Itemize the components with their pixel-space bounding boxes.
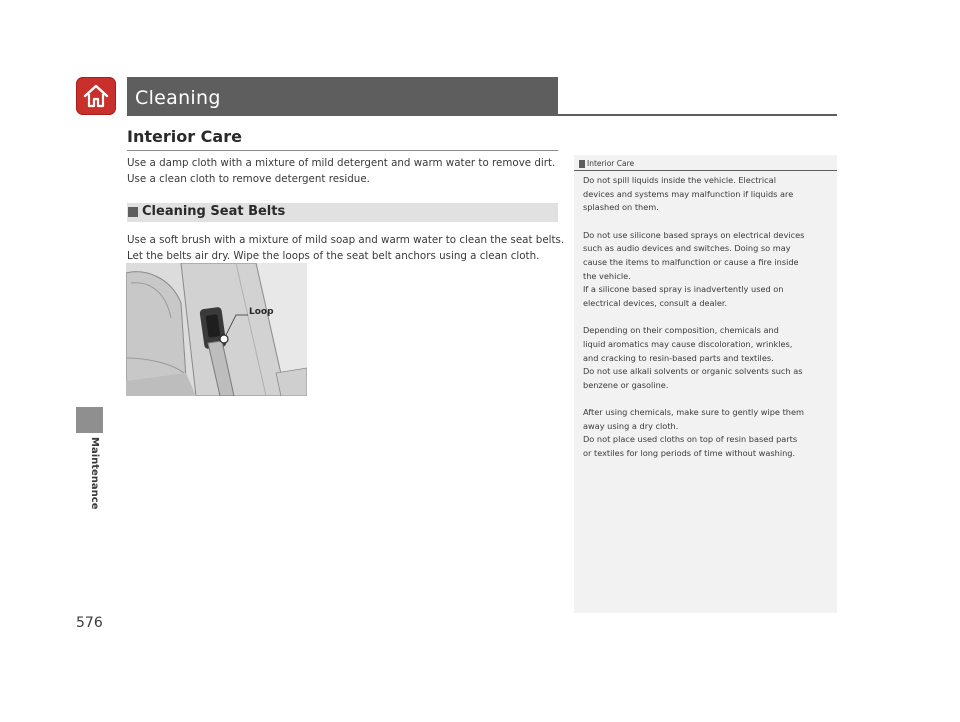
note-line: If a silicone based spray is inadvertently used on (583, 284, 784, 295)
section-title: Cleaning (135, 87, 221, 109)
note-line: such as audio devices and switches. Doing so may (583, 243, 791, 254)
note-line: cause the items to malfunction or cause a fire inside (583, 256, 799, 267)
intro-paragraph (127, 155, 567, 187)
note-line: Do not spill liquids inside the vehicle. Electrical (583, 175, 776, 185)
seatbelt-paragraph (127, 232, 567, 264)
note-line: or textiles for long periods of time without washing. (583, 448, 796, 459)
note-line: Do not use alkali solvents or organic solvents such as (583, 366, 803, 377)
note-line (583, 393, 837, 407)
note-line: away using a dry cloth. (583, 420, 679, 431)
note-line: liquid aromatics may cause discoloration, wrinkles, (583, 338, 793, 349)
intro-line: Use a clean cloth to remove detergent residue. (127, 173, 370, 185)
home-button[interactable] (76, 77, 116, 115)
seatbelt-line: Let the belts air dry. Wipe the loops of the seat belt anchors using a clean cloth. (127, 250, 540, 262)
chapter-label: Maintenance (89, 437, 100, 510)
note-line: devices and systems may malfunction if liquids are (583, 188, 794, 199)
note-line: Depending on their composition, chemicals and (583, 325, 779, 336)
intro-line: Use a damp cloth with a mixture of mild detergent and warm water to remove dirt. (127, 157, 556, 169)
section-title-bar (127, 77, 558, 115)
note-line: electrical devices, consult a dealer. (583, 297, 728, 308)
note-line: Do not use silicone based sprays on electrical devices (583, 229, 805, 240)
section-heading: Interior Care (127, 127, 242, 146)
heading-divider (127, 150, 558, 151)
subsection-title: Cleaning Seat Belts (142, 204, 286, 219)
note-line: Do not place used cloths on top of resin based parts (583, 434, 798, 445)
note-line (583, 215, 837, 229)
square-bullet-icon (128, 207, 138, 217)
note-line: and cracking to resin-based parts and textiles. (583, 352, 774, 363)
side-note-panel (574, 155, 837, 613)
note-marker-icon (579, 160, 585, 168)
note-body (583, 174, 837, 461)
home-icon (82, 82, 110, 110)
note-line: benzene or gasoline. (583, 379, 669, 390)
note-line: the vehicle. (583, 270, 631, 281)
title-divider (127, 114, 837, 116)
note-line: After using chemicals, make sure to gently wipe them (583, 407, 804, 418)
loop-callout-label: Loop (249, 307, 274, 317)
note-header (574, 157, 837, 171)
note-line (583, 311, 837, 325)
seatbelt-line: Use a soft brush with a mixture of mild soap and warm water to clean the seat belts. (127, 234, 565, 246)
note-title: Interior Care (587, 159, 635, 168)
page-number: 576 (76, 615, 103, 631)
note-line: splashed on them. (583, 202, 659, 213)
subsection-heading (127, 203, 558, 222)
chapter-tab[interactable] (76, 407, 103, 433)
seat-belt-illustration (126, 263, 307, 396)
